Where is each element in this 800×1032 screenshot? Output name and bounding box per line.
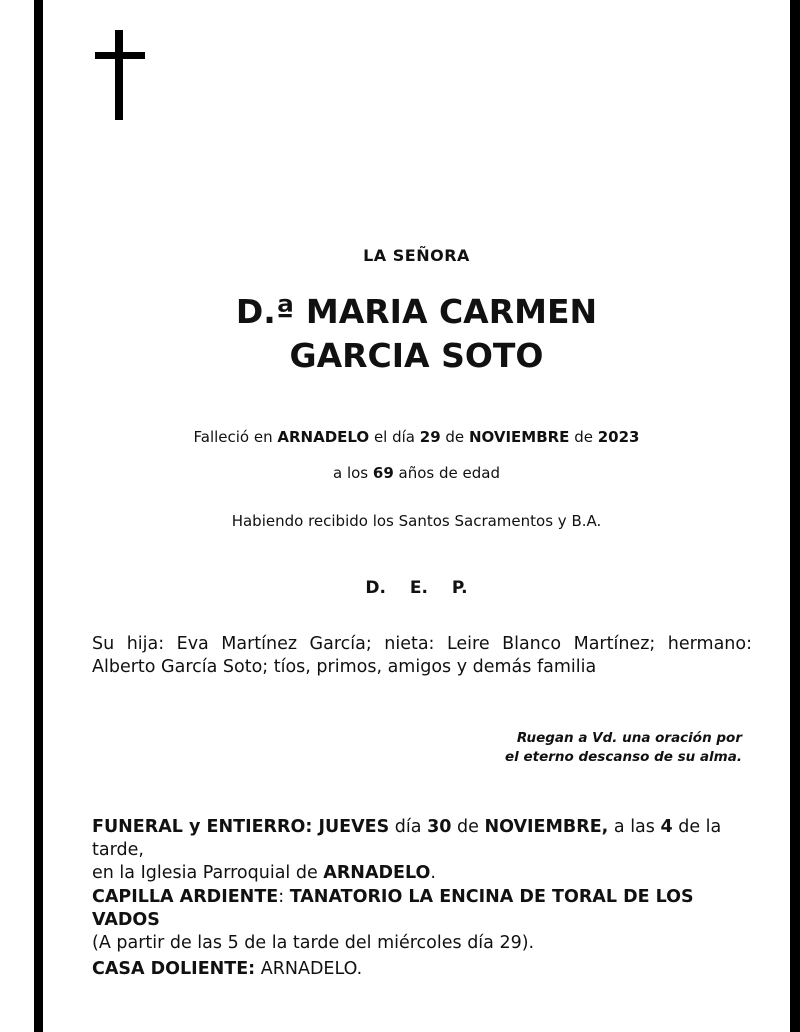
text: Falleció en xyxy=(193,428,278,446)
name-line-1: D.ª MARIA CARMEN xyxy=(235,292,598,331)
text: de la tarde, xyxy=(92,817,722,860)
text: años de edad xyxy=(393,464,500,482)
funeral-place: ARNADELO xyxy=(323,863,431,883)
text: de xyxy=(451,817,485,837)
text: de xyxy=(440,428,469,446)
prayer-text xyxy=(505,729,742,767)
dep-text: D. E. P. xyxy=(365,578,468,598)
text: : xyxy=(278,887,290,907)
capilla-place: TANATORIO LA ENCINA DE TORAL DE LOS VADOS xyxy=(92,887,694,930)
text: día xyxy=(389,817,428,837)
death-month: NOVIEMBRE xyxy=(468,428,570,446)
death-day: 29 xyxy=(419,428,441,446)
age-years: 69 xyxy=(372,464,394,482)
casa-value: ARNADELO. xyxy=(255,959,363,979)
cross-icon xyxy=(95,30,145,120)
funeral-hour: 4 xyxy=(660,817,673,837)
casa-info xyxy=(92,958,752,981)
sacraments-line: Habiendo recibido los Santos Sacramentos y B.A. xyxy=(231,512,602,530)
funeral-label: FUNERAL y ENTIERRO: JUEVES xyxy=(92,817,390,837)
death-place: ARNADELO xyxy=(277,428,370,446)
left-border xyxy=(34,0,43,1032)
capilla-info xyxy=(92,886,752,955)
casa-label: CASA DOLIENTE: xyxy=(92,959,256,979)
text: a las xyxy=(608,817,661,837)
text: . xyxy=(430,863,436,883)
funeral-day: 30 xyxy=(427,817,452,837)
funeral-info xyxy=(92,816,752,885)
prayer-line-1: Ruegan a Vd. una oración por xyxy=(516,730,742,746)
capilla-label: CAPILLA ARDIENTE xyxy=(92,887,279,907)
text: el día xyxy=(369,428,420,446)
text: de xyxy=(569,428,598,446)
prayer-line-2: el eterno descanso de su alma. xyxy=(505,749,742,765)
text: a los xyxy=(333,464,373,482)
heading: LA SEÑORA xyxy=(363,246,470,265)
name-line-2: GARCIA SOTO xyxy=(289,336,544,375)
death-line xyxy=(43,428,790,446)
capilla-note: (A partir de las 5 de la tarde del miércoles día 29). xyxy=(92,933,535,953)
text: en la Iglesia Parroquial de xyxy=(92,863,324,883)
age-line xyxy=(43,464,790,482)
family-text: Su hija: Eva Martínez García; nieta: Leire Blanco Martínez; hermano: Alberto García Soto; tíos, primos, amigos y demás familia xyxy=(92,634,752,677)
funeral-month: NOVIEMBRE, xyxy=(484,817,609,837)
death-year: 2023 xyxy=(597,428,640,446)
right-border xyxy=(790,0,800,1032)
deceased-name xyxy=(43,290,790,378)
